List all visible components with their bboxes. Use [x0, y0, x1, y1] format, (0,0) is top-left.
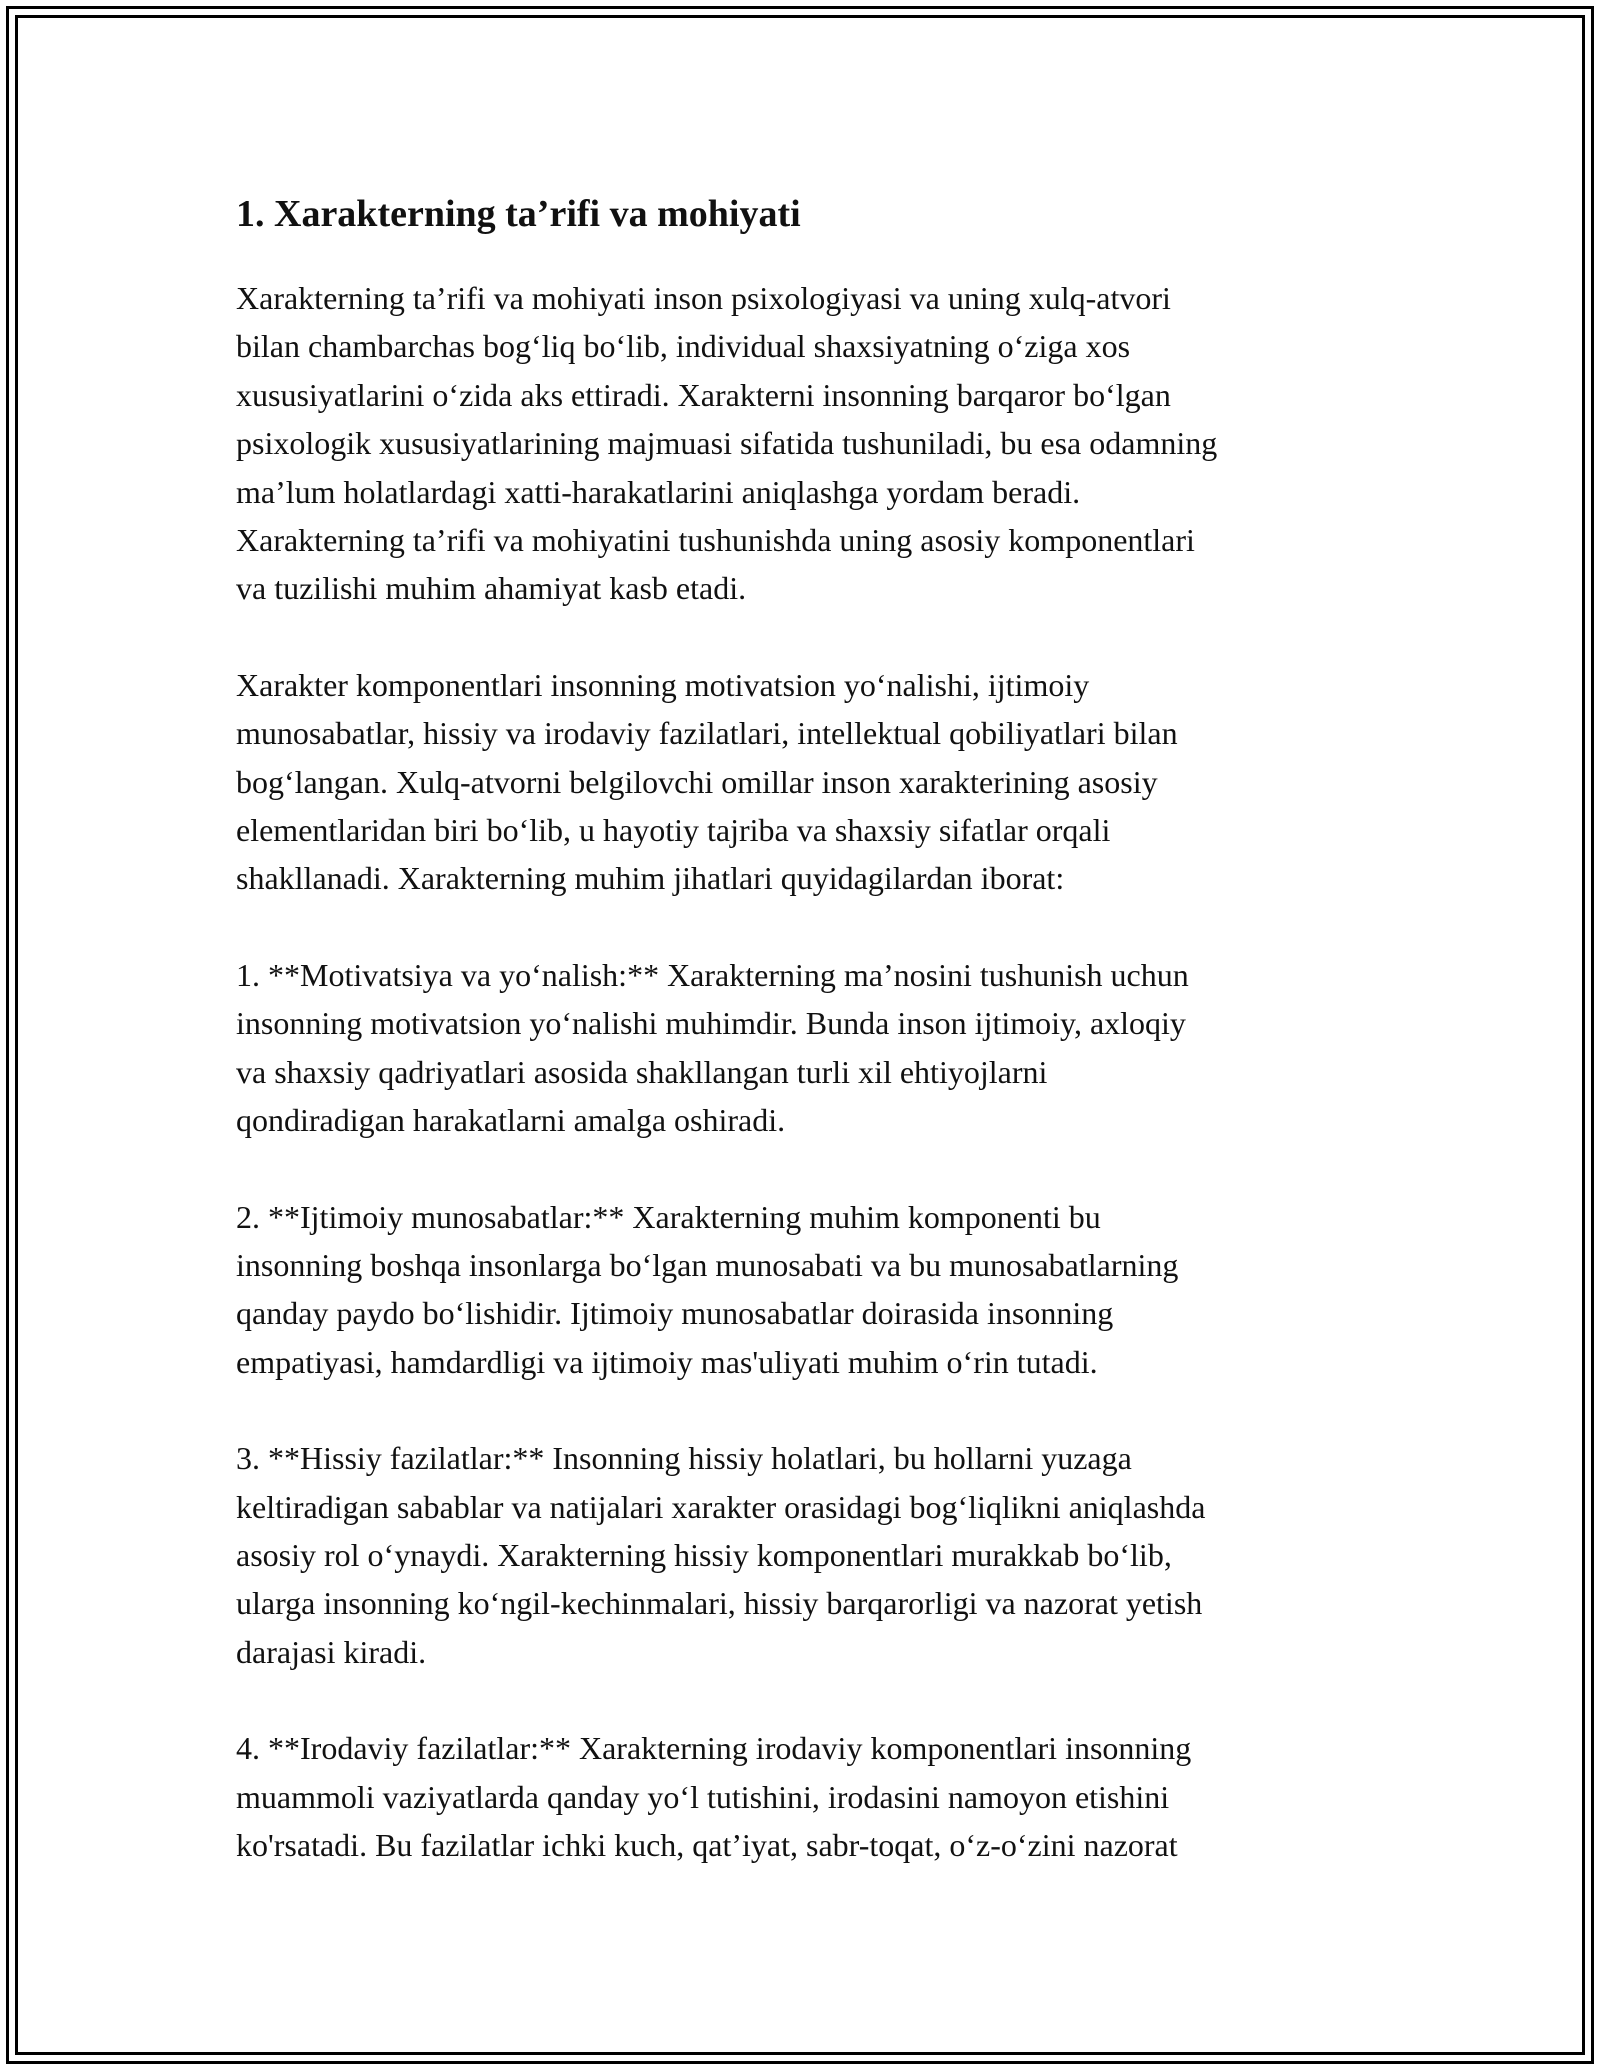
text-line: va tuzilishi muhim ahamiyat kasb etadi.	[236, 570, 747, 607]
list-item-volitional-qualities	[236, 1724, 1366, 1869]
paragraph-components	[236, 661, 1366, 903]
document-body	[236, 186, 1366, 1917]
list-item-emotional-qualities	[236, 1434, 1366, 1676]
text-line: 4. **Irodaviy fazilatlar:** Xarakterning irodaviy komponentlari insonning	[236, 1730, 1192, 1767]
text-line: va shaxsiy qadriyatlari asosida shakllangan turli xil ehtiyojlarni	[236, 1053, 1048, 1090]
text-line: 1. **Motivatsiya va yo‘nalish:** Xarakterning ma’nosini tushunish uchun	[236, 956, 1189, 993]
text-line: psixologik xususiyatlarining majmuasi sifatida tushuniladi, bu esa odamning	[236, 425, 1218, 462]
text-line: empatiyasi, hamdardligi va ijtimoiy mas'uliyati muhim o‘rin tutadi.	[236, 1343, 1098, 1380]
section-heading: 1. Xarakterning ta’rifi va mohiyati	[236, 193, 801, 235]
text-line: qanday paydo bo‘lishidir. Ijtimoiy munosabatlar doirasida insonning	[236, 1295, 1114, 1332]
text-line: elementlaridan biri bo‘lib, u hayotiy tajriba va shaxsiy sifatlar orqali	[236, 812, 1111, 849]
text-line: Xarakterning ta’rifi va mohiyatini tushunishda uning asosiy komponentlari	[236, 522, 1195, 559]
text-line: ularga insonning ko‘ngil-kechinmalari, hissiy barqarorligi va nazorat yetish	[236, 1585, 1203, 1622]
text-line: keltiradigan sabablar va natijalari xarakter orasidagi bog‘liqlikni aniqlashda	[236, 1488, 1206, 1525]
text-line: insonning motivatsion yo‘nalishi muhimdir. Bunda inson ijtimoiy, axloqiy	[236, 1005, 1186, 1042]
text-line: asosiy rol o‘ynaydi. Xarakterning hissiy komponentlari murakkab bo‘lib,	[236, 1536, 1172, 1573]
text-line: 3. **Hissiy fazilatlar:** Insonning hissiy holatlari, bu hollarni yuzaga	[236, 1440, 1132, 1477]
list-item-motivation	[236, 951, 1366, 1145]
text-line: bog‘langan. Xulq-atvorni belgilovchi omillar inson xarakterining asosiy	[236, 763, 1158, 800]
text-line: muammoli vaziyatlarda qanday yo‘l tutishini, irodasini namoyon etishini	[236, 1778, 1170, 1815]
paragraph-definition	[236, 274, 1366, 613]
text-line: qondiradigan harakatlarni amalga oshiradi.	[236, 1102, 786, 1139]
text-line: darajasi kiradi.	[236, 1633, 427, 1670]
text-line: Xarakter komponentlari insonning motivatsion yo‘nalishi, ijtimoiy	[236, 666, 1090, 703]
list-item-social-relations	[236, 1193, 1366, 1387]
text-line: ma’lum holatlardagi xatti-harakatlarini aniqlashga yordam beradi.	[236, 473, 1081, 510]
text-line: 2. **Ijtimoiy munosabatlar:** Xarakterning muhim komponenti bu	[236, 1198, 1101, 1235]
text-line: ko'rsatadi. Bu fazilatlar ichki kuch, qat’iyat, sabr-toqat, o‘z-o‘zini nazorat	[236, 1826, 1178, 1863]
text-line: bilan chambarchas bog‘liq bo‘lib, individual shaxsiyatning o‘ziga xos	[236, 328, 1131, 365]
text-line: insonning boshqa insonlarga bo‘lgan munosabati va bu munosabatlarning	[236, 1246, 1179, 1283]
text-line: xususiyatlarini o‘zida aks ettiradi. Xarakterni insonning barqaror bo‘lgan	[236, 376, 1171, 413]
text-line: shakllanadi. Xarakterning muhim jihatlari quyidagilardan iborat:	[236, 860, 1065, 897]
text-line: munosabatlar, hissiy va irodaviy fazilatlari, intellektual qobiliyatlari bilan	[236, 715, 1178, 752]
text-line: Xarakterning ta’rifi va mohiyati inson psixologiyasi va uning xulq-atvori	[236, 280, 1171, 316]
